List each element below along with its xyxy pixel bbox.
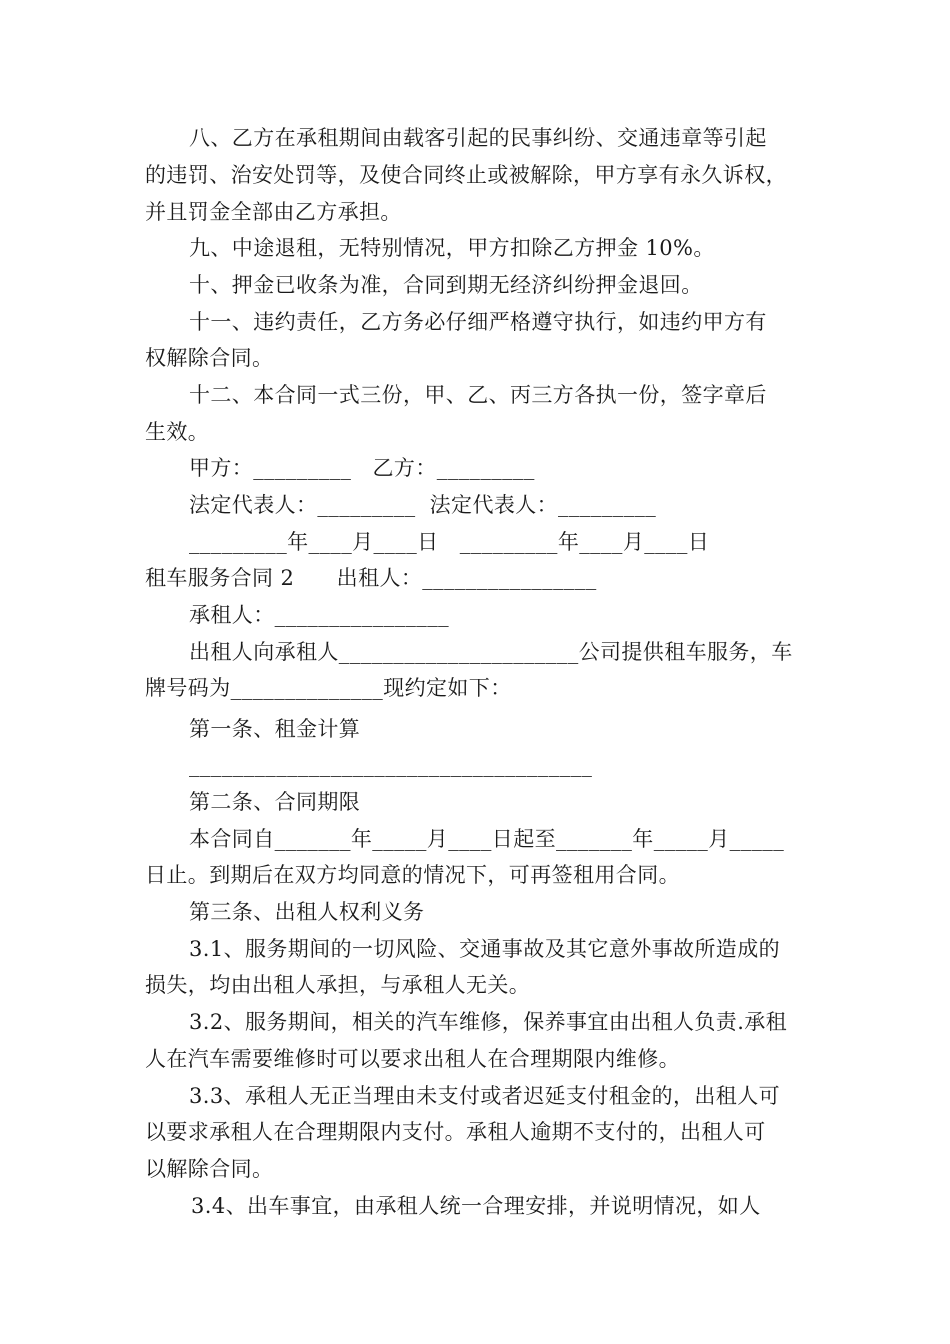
signature-party-line: 甲方：_________ 乙方：_________	[189, 456, 535, 480]
clause-11-line-1: 十一、违约责任，乙方务必仔细严格遵守执行，如违约甲方有	[189, 310, 767, 334]
lessee-line: 承租人：________________	[189, 603, 449, 627]
item-3-4-line-1: 3.4、出车事宜，由承租人统一合理安排，并说明情况，如人	[191, 1194, 761, 1218]
signature-representative-line: 法定代表人：_________ 法定代表人：_________	[189, 493, 657, 517]
clause-12-line-2: 生效。	[145, 420, 210, 444]
clause-8-line-2: 的违罚、治安处罚等，及使合同终止或被解除，甲方享有永久诉权，	[145, 163, 787, 187]
clause-8-line-3: 并且罚金全部由乙方承担。	[145, 200, 402, 224]
article-2-heading: 第二条、合同期限	[189, 790, 361, 814]
article-1-blank: _____________________________________	[189, 753, 593, 777]
intro-line-1: 出租人向承租人______________________公司提供租车服务，车	[189, 640, 793, 664]
signature-date-line: _________年____月____日 _________年____月____日	[189, 530, 710, 554]
item-3-1-line-2: 损失，均由出租人承担，与承租人无关。	[145, 973, 531, 997]
article-3-heading: 第三条、出租人权利义务	[189, 900, 425, 924]
clause-10: 十、押金已收条为准，合同到期无经济纠纷押金退回。	[189, 273, 703, 297]
clause-9: 九、中途退租，无特别情况，甲方扣除乙方押金 10%。	[189, 236, 715, 260]
article-1-heading: 第一条、租金计算	[189, 717, 361, 741]
article-2-line-2: 日止。到期后在双方均同意的情况下，可再签租用合同。	[145, 863, 680, 887]
intro-line-2: 牌号码为______________现约定如下：	[145, 676, 512, 700]
clause-8-line-1: 八、乙方在承租期间由载客引起的民事纠纷、交通违章等引起	[189, 126, 767, 150]
clause-11-line-2: 权解除合同。	[145, 346, 274, 370]
item-3-2-line-2: 人在汽车需要维修时可以要求出租人在合理期限内维修。	[145, 1047, 680, 1071]
item-3-3-line-3: 以解除合同。	[145, 1157, 274, 1181]
item-3-3-line-2: 以要求承租人在合理期限内支付。承租人逾期不支付的，出租人可	[145, 1120, 766, 1144]
clause-12-line-1: 十二、本合同一式三份，甲、乙、丙三方各执一份，签字章后	[189, 383, 767, 407]
item-3-2-line-1: 3.2、服务期间，相关的汽车维修，保养事宜由出租人负责.承租	[189, 1010, 788, 1034]
item-3-3-line-1: 3.3、承租人无正当理由未支付或者迟延支付租金的，出租人可	[189, 1084, 780, 1108]
contract-2-title: 租车服务合同 2 出租人：________________	[145, 566, 597, 590]
article-2-line-1: 本合同自_______年_____月____日起至_______年_____月_____	[189, 827, 785, 851]
item-3-1-line-1: 3.1、服务期间的一切风险、交通事故及其它意外事故所造成的	[189, 937, 780, 961]
